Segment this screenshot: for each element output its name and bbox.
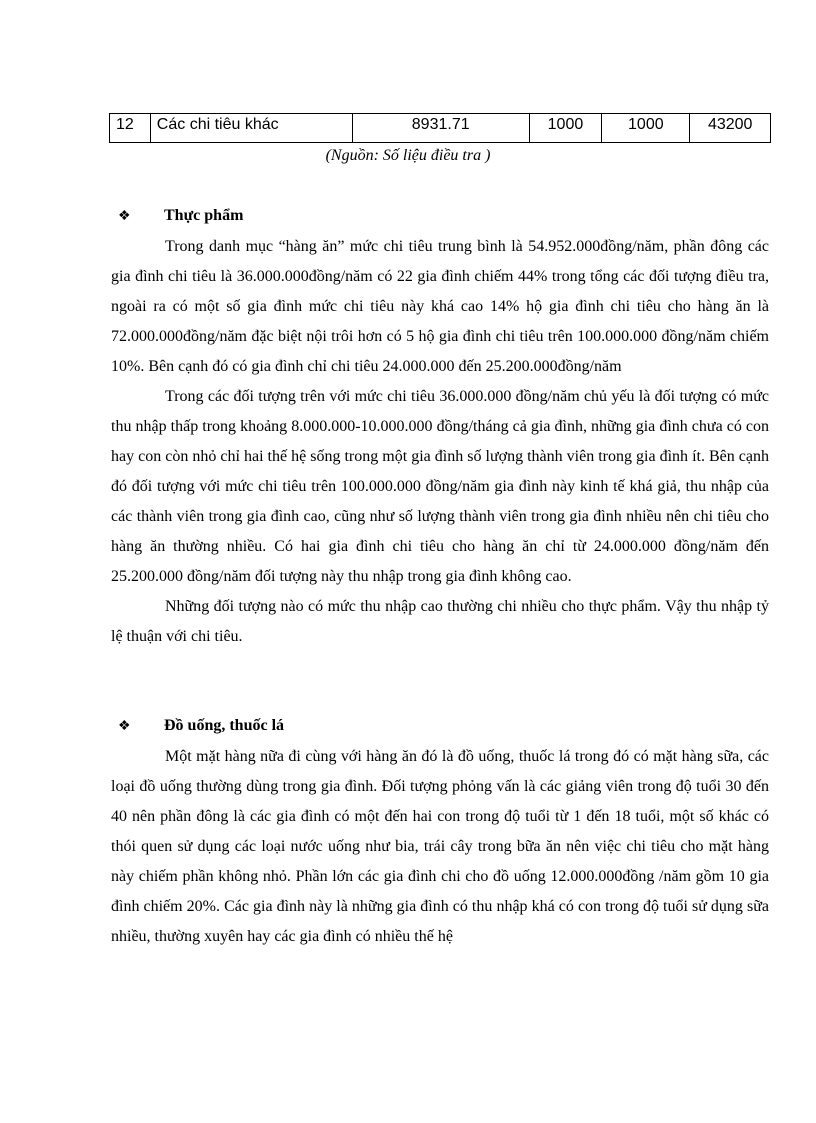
paragraph: Trong các đối tượng trên với mức chi tiêu 36.000.000 đồng/năm chủ yếu là đối tượng có mức thu nhập thấp trong khoảng 8.000.000-10.000.000 đồng/tháng cả gia đình, những gia đình chưa có con hay con còn nhỏ chỉ hai thế hệ sống trong một gia đình số lượng thành viên trong gia đình ít. Bên cạnh đó đối tượng với mức chi tiêu trên 100.000.000 đồng/năm gia đình này kinh tế khá giả, thu nhập của các thành viên trong gia đình cao, cũng như số lượng thành viên trong gia đình nhiều nên chi tiêu cho hàng ăn thường nhiều. Có hai gia đình chi tiêu cho hàng ăn chỉ từ 24.000.000 đồng/năm đến 25.200.000 đồng/năm đối tượng này thu nhập trong gia đình không cao. — [111, 388, 769, 585]
diamond-bullet-icon: ❖ — [118, 209, 131, 224]
table-source-caption: (Nguồn: Số liệu điều tra ) — [325, 147, 491, 164]
table-row — [110, 114, 771, 143]
paragraph: Những đối tượng nào có mức thu nhập cao thường chi nhiều cho thực phẩm. Vậy thu nhập tỷ lệ thuận với chi tiêu. — [111, 598, 769, 645]
col1-cell: 1000 — [529, 114, 602, 143]
col2-cell: 1000 — [602, 114, 690, 143]
section-body-food — [111, 232, 769, 652]
category-cell: Các chi tiêu khác — [150, 114, 352, 143]
section-heading-drinks — [118, 716, 284, 736]
expense-table — [109, 113, 771, 143]
paragraph: Trong danh mục “hàng ăn” mức chi tiêu trung bình là 54.952.000đồng/năm, phần đông các gia đình chi tiêu là 36.000.000đồng/năm có 22 gia đình chiếm 44% trong tổng các đối tượng điều tra, ngoài ra có một số gia đình mức chi tiêu này khá cao 14% hộ gia đình chi tiêu cho hàng ăn là 72.000.000đồng/năm đặc biệt nội trôi hơn có 5 hộ gia đình chi tiêu trên 100.000.000 đồng/năm chiếm 10%. Bên cạnh đó có gia đình chỉ chi tiêu 24.000.000 đến 25.200.000đồng/năm — [111, 238, 769, 375]
section-body-drinks — [111, 742, 769, 952]
paragraph: Một mặt hàng nữa đi cùng với hàng ăn đó là đồ uống, thuốc lá trong đó có mặt hàng sữa, các loại đồ uống thường dùng trong gia đình. Đối tượng phỏng vấn là các giảng viên trong độ tuổi 30 đến 40 nên phần đông là các gia đình có một đến hai con trong độ tuổi từ 1 đến 18 tuổi, một số khác có thói quen sử dụng các loại nước uống như bia, trái cây trong bữa ăn nên việc chi tiêu cho mặt hàng này chiếm phần không nhỏ. Phần lớn các gia đình chi cho đồ uống 12.000.000đồng /năm gồm 10 gia đình chiếm 20%. Các gia đình này là những gia đình có thu nhập khá có con trong độ tuổi sử dụng sữa nhiều, thường xuyên hay các gia đình có nhiều thế hệ — [111, 748, 769, 945]
section-title: Đồ uống, thuốc lá — [164, 717, 285, 734]
section-title: Thực phẩm — [164, 207, 244, 224]
value-cell: 8931.71 — [352, 114, 529, 143]
diamond-bullet-icon: ❖ — [118, 719, 131, 734]
col3-cell: 43200 — [690, 114, 771, 143]
section-heading-food — [118, 206, 243, 226]
row-number-cell: 12 — [110, 114, 151, 143]
